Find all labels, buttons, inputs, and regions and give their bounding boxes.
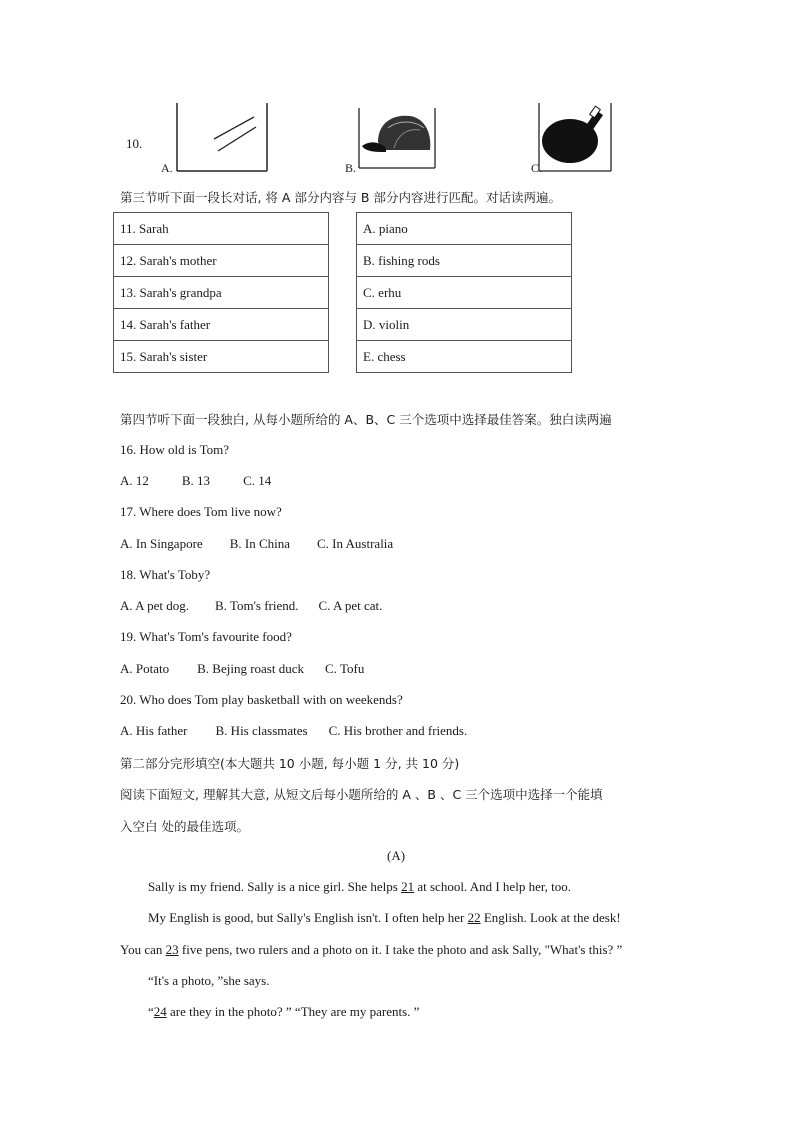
blank-21: 21 — [401, 879, 415, 894]
left-item: 13. Sarah's grandpa — [114, 277, 329, 309]
option-c-image — [538, 103, 612, 177]
question-19-options — [120, 661, 364, 677]
question-18-options — [120, 598, 382, 614]
part2-heading: 第二部分完形填空(本大题共 10 小题, 每小题 1 分, 共 10 分) — [120, 756, 460, 771]
passage-paragraph-2-cont — [120, 942, 622, 958]
passage-text: English. Look at the desk! — [480, 910, 621, 925]
matching-table-right — [356, 212, 572, 373]
option-b: B. Bejing roast duck — [197, 661, 305, 676]
option-a: A. 12 — [120, 473, 149, 488]
option-a: A. Potato — [120, 661, 170, 676]
passage-paragraph-1 — [148, 879, 571, 895]
left-item: 14. Sarah's father — [114, 309, 329, 341]
ping-pong-paddle-icon — [538, 103, 612, 173]
right-item: D. violin — [357, 309, 572, 341]
chopsticks-icon — [176, 103, 268, 173]
option-a: A. A pet dog. — [120, 598, 189, 613]
option-c: C. Tofu — [325, 661, 365, 676]
right-item: A. piano — [357, 213, 572, 245]
question-16-options — [120, 473, 271, 489]
blank-23: 23 — [165, 942, 179, 957]
option-a-image — [176, 103, 268, 177]
option-a: A. His father — [120, 723, 188, 738]
passage-paragraph-2 — [148, 910, 621, 926]
option-c: C. A pet cat. — [318, 598, 383, 613]
section4-instruction: 第四节听下面一段独白, 从每小题所给的 A、B、C 三个选项中选择最佳答案。独白读两遍 — [120, 412, 612, 427]
question-16: 16. How old is Tom? — [120, 442, 229, 457]
question-19: 19. What's Tom's favourite food? — [120, 629, 292, 644]
question-10-number: 10. — [126, 136, 143, 151]
passage-text: You can — [120, 942, 166, 957]
passage-text: Sally is my friend. Sally is a nice girl. She helps — [148, 879, 402, 894]
option-a-letter: A. — [161, 161, 173, 175]
option-b-letter: B. — [345, 161, 357, 175]
option-b: B. His classmates — [215, 723, 308, 738]
part2-instruction-line2: 入空白 处的最佳选项。 — [120, 819, 249, 834]
baseball-cap-icon — [358, 108, 436, 170]
passage-text: are they in the photo? ” “They are my parents. ” — [166, 1004, 420, 1019]
option-c: C. In Australia — [317, 536, 394, 551]
question-17-options — [120, 536, 393, 552]
question-18: 18. What's Toby? — [120, 567, 211, 582]
question-20: 20. Who does Tom play basketball with on weekends? — [120, 692, 403, 707]
option-b: B. Tom's friend. — [214, 598, 299, 613]
passage-label: (A) — [387, 848, 406, 863]
option-a: A. In Singapore — [120, 536, 203, 551]
question-17: 17. Where does Tom live now? — [120, 504, 282, 519]
passage-text: five pens, two rulers and a photo on it. I take the photo and ask Sally, "What's this? ” — [178, 942, 623, 957]
option-c: C. 14 — [243, 473, 272, 488]
right-item: C. erhu — [357, 277, 572, 309]
right-item: B. fishing rods — [357, 245, 572, 277]
section3-instruction: 第三节听下面一段长对话, 将 A 部分内容与 B 部分内容进行匹配。对话读两遍。 — [120, 190, 561, 205]
option-c-letter: C. — [531, 161, 543, 175]
option-b: B. In China — [229, 536, 290, 551]
passage-paragraph-4 — [148, 1004, 419, 1020]
left-item: 15. Sarah's sister — [114, 341, 329, 373]
passage-text: My English is good, but Sally's English isn't. I often help her — [148, 910, 468, 925]
option-c: C. His brother and friends. — [328, 723, 468, 738]
matching-table-left — [113, 212, 329, 373]
blank-22: 22 — [467, 910, 481, 925]
option-b-image — [358, 108, 436, 174]
passage-text: at school. And I help her, too. — [414, 879, 572, 894]
passage-text: “ — [148, 1004, 154, 1019]
option-b: B. 13 — [181, 473, 211, 488]
left-item: 12. Sarah's mother — [114, 245, 329, 277]
part2-instruction-line1: 阅读下面短文, 理解其大意, 从短文后每小题所给的 A 、B 、C 三个选项中选择一个能填 — [120, 787, 603, 802]
left-item: 11. Sarah — [114, 213, 329, 245]
question-20-options — [120, 723, 467, 739]
right-item: E. chess — [357, 341, 572, 373]
passage-paragraph-3: “It's a photo, ”she says. — [148, 973, 270, 988]
blank-24: 24 — [153, 1004, 167, 1019]
